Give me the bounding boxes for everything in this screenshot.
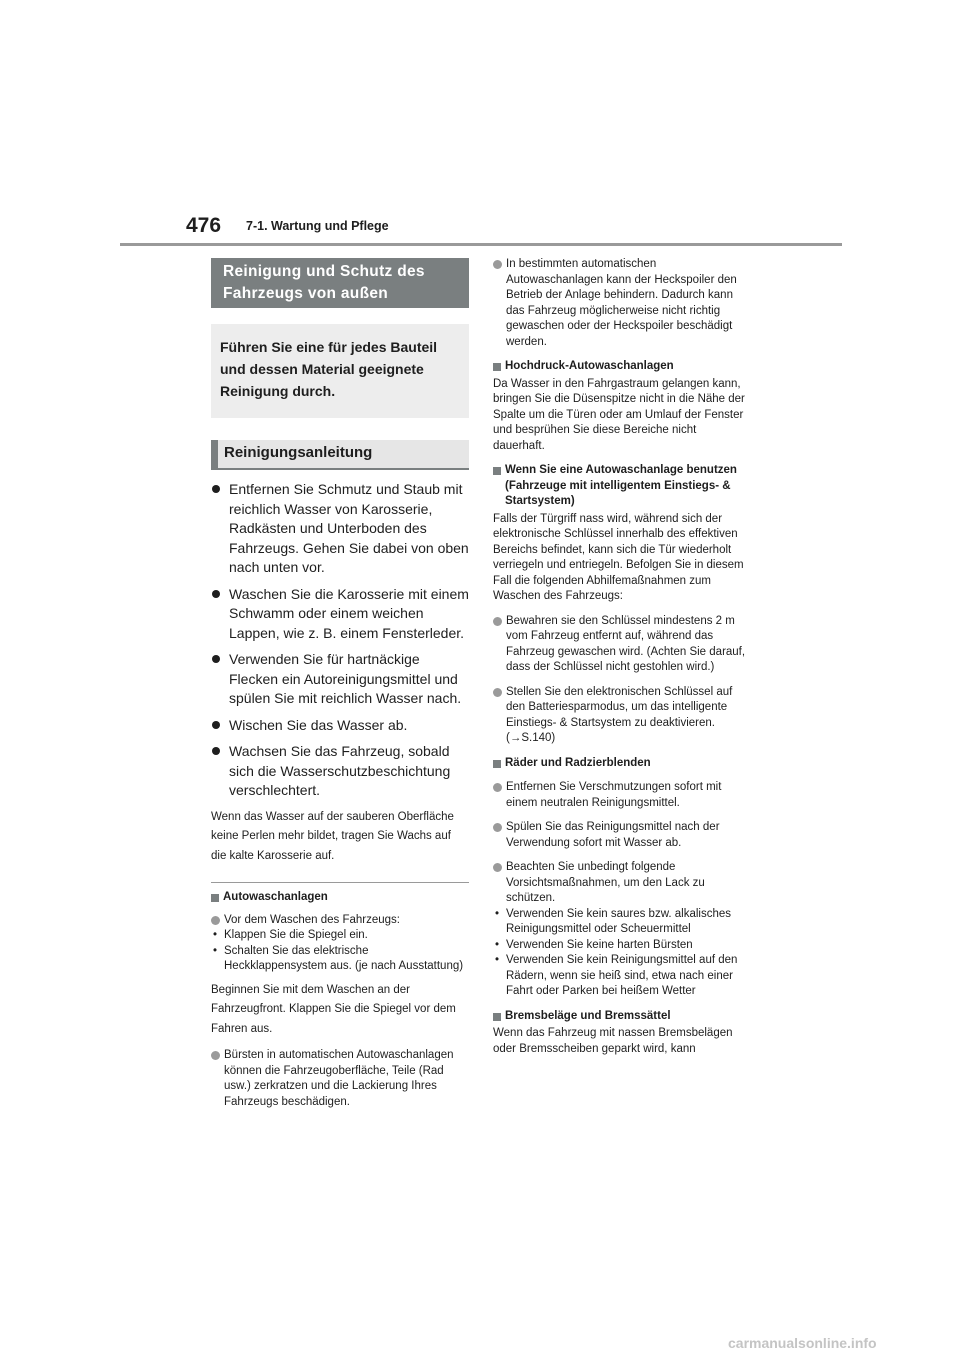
autowash-paragraph: Beginnen Sie mit dem Waschen an der Fahrzeugfront. Klappen Sie die Spiegel vor dem Fahren aus.: [211, 983, 456, 1035]
page-number: 476: [186, 214, 222, 237]
list-item: Verwenden Sie für hartnäckige Flecken ein Autoreinigungsmittel und spülen Sie mit reichlich Wasser nach.: [211, 650, 469, 709]
list-item: In bestimmten automatischen Autowaschanlagen kann der Heckspoiler den Betrieb der Anlage behindern. Dadurch kann das Fahrzeug möglicherweise nicht richtig gewaschen oder der Heckspoiler beschädigt werden.: [493, 257, 751, 350]
square-bullet-icon: [493, 363, 501, 371]
section-title: 7-1. Wartung und Pflege: [246, 219, 389, 233]
intro-box: Führen Sie eine für jedes Bauteil und dessen Material geeignete Reinigung durch.: [211, 324, 469, 418]
circle-bullet-icon: [493, 783, 502, 792]
list-item: Spülen Sie das Reinigungsmittel nach der Verwendung sofort mit Wasser ab.: [493, 820, 751, 851]
list-item: Beachten Sie unbedingt folgende Vorsichtsmaßnahmen, um den Lack zu schützen. • Verwenden Sie kein saures bzw. alkalisches Reinigungsmittel oder Scheuermittel • Verwenden Sie keine harten Bürsten • Verwenden Sie kein Reinigungsmittel auf den Rädern, wenn sie heiß sind, etwa nach einer Fahrt oder Parken bei heißem Wetter: [493, 860, 751, 1000]
list-item: Bürsten in automatischen Autowaschanlagen können die Fahrzeugoberfläche, Teile (Rad usw.) zerkratzen und die Lackierung Ihres Fahrzeugs beschädigen.: [211, 1048, 469, 1110]
circle-bullet-icon: [493, 688, 502, 697]
highpressure-heading: Hochdruck-Autowaschanlagen: [493, 359, 751, 375]
section-divider: [211, 882, 469, 883]
sub-item: • Verwenden Sie kein Reinigungsmittel auf den Rädern, wenn sie heiß sind, etwa nach einer Fahrt oder Parken bei heißem Wetter: [493, 953, 751, 1000]
sub-item: • Verwenden Sie keine harten Bürsten: [493, 938, 751, 954]
highpressure-text: Da Wasser in den Fahrgastraum gelangen kann, bringen Sie die Düsenspitze nicht in die Nähe der Spalte um die Türen oder am Umlauf der Fenster und besprühen Sie diese Bereiche nicht dauerhaft.: [493, 377, 745, 452]
cleaning-instructions-heading: Reinigungsanleitung: [211, 440, 469, 470]
circle-bullet-icon: [493, 617, 502, 626]
list-item: Vor dem Waschen des Fahrzeugs: • Klappen Sie die Spiegel ein. • Schalten Sie das elektrische Heckklappensystem aus. (je nach Ausstattung): [211, 913, 469, 975]
square-bullet-icon: [493, 1013, 501, 1021]
bullet-icon: [212, 747, 220, 755]
smartkey-text: Falls der Türgriff nass wird, während sich der elektronische Schlüssel innerhalb des effektiven Bereichs befindet, kann sich die Tür wiederholt verriegeln und entriegeln. Befolgen Sie in diesem Fall die folgenden Abhilfemaßnahmen zum Waschen des Fahrzeugs:: [493, 512, 744, 602]
list-item: Bewahren sie den Schlüssel mindestens 2 m vom Fahrzeug entfernt auf, während das Fahrzeug gewaschen wird. (Achten Sie darauf, dass der Schlüssel nicht gestohlen wird.): [493, 614, 751, 676]
circle-bullet-icon: [211, 1051, 220, 1060]
left-column: [211, 258, 469, 1110]
list-item: Wischen Sie das Wasser ab.: [211, 716, 469, 736]
circle-bullet-icon: [211, 916, 220, 925]
header-rule: [120, 243, 842, 246]
autowash-heading: Autowaschanlagen: [211, 890, 469, 906]
square-bullet-icon: [211, 894, 219, 902]
list-item: Entfernen Sie Schmutz und Staub mit reichlich Wasser von Karosserie, Radkästen und Unterboden des Fahrzeugs. Gehen Sie dabei von oben nach unten vor.: [211, 480, 469, 578]
brakes-heading: Bremsbeläge und Bremssättel: [493, 1009, 751, 1025]
bullet-icon: [212, 721, 220, 729]
circle-bullet-icon: [493, 260, 502, 269]
sub-item: • Klappen Sie die Spiegel ein.: [211, 928, 469, 944]
watermark: carmanualsonline.info: [728, 1335, 877, 1351]
smartkey-heading: Wenn Sie eine Autowaschanlage benutzen (Fahrzeuge mit intelligentem Einstiegs- & Startsystem): [493, 463, 751, 510]
sub-list: [493, 907, 751, 1000]
list-item: Entfernen Sie Verschmutzungen sofort mit einem neutralen Reinigungsmittel.: [493, 780, 751, 811]
sub-list: [211, 928, 469, 975]
cleaning-steps: [211, 480, 469, 801]
list-item: Waschen Sie die Karosserie mit einem Schwamm oder einem weichen Lappen, wie z. B. einem Fensterleder.: [211, 585, 469, 644]
sub-item: • Schalten Sie das elektrische Heckklappensystem aus. (je nach Ausstattung): [211, 944, 469, 975]
sub-item: • Verwenden Sie kein saures bzw. alkalisches Reinigungsmittel oder Scheuermittel: [493, 907, 751, 938]
list-item: Wachsen Sie das Fahrzeug, sobald sich die Wasserschutzbeschichtung verschlechtert.: [211, 742, 469, 801]
square-bullet-icon: [493, 467, 501, 475]
bullet-icon: [212, 655, 220, 663]
wax-note: Wenn das Wasser auf der sauberen Oberfläche keine Perlen mehr bildet, tragen Sie Wachs auf die kalte Karosserie auf.: [211, 810, 454, 862]
list-item: Stellen Sie den elektronischen Schlüssel auf den Batteriesparmodus, um das intelligente Einstiegs- & Startsystem zu deaktivieren. (→S.140): [493, 685, 751, 747]
right-column: [493, 257, 751, 1057]
circle-bullet-icon: [493, 863, 502, 872]
circle-bullet-icon: [493, 823, 502, 832]
bullet-icon: [212, 590, 220, 598]
square-bullet-icon: [493, 760, 501, 768]
wheels-heading: Räder und Radzierblenden: [493, 756, 751, 772]
bullet-icon: [212, 485, 220, 493]
brakes-text: Wenn das Fahrzeug mit nassen Bremsbelägen oder Bremsscheiben geparkt wird, kann: [493, 1027, 733, 1055]
main-title: Reinigung und Schutz des Fahrzeugs von außen: [211, 258, 469, 308]
